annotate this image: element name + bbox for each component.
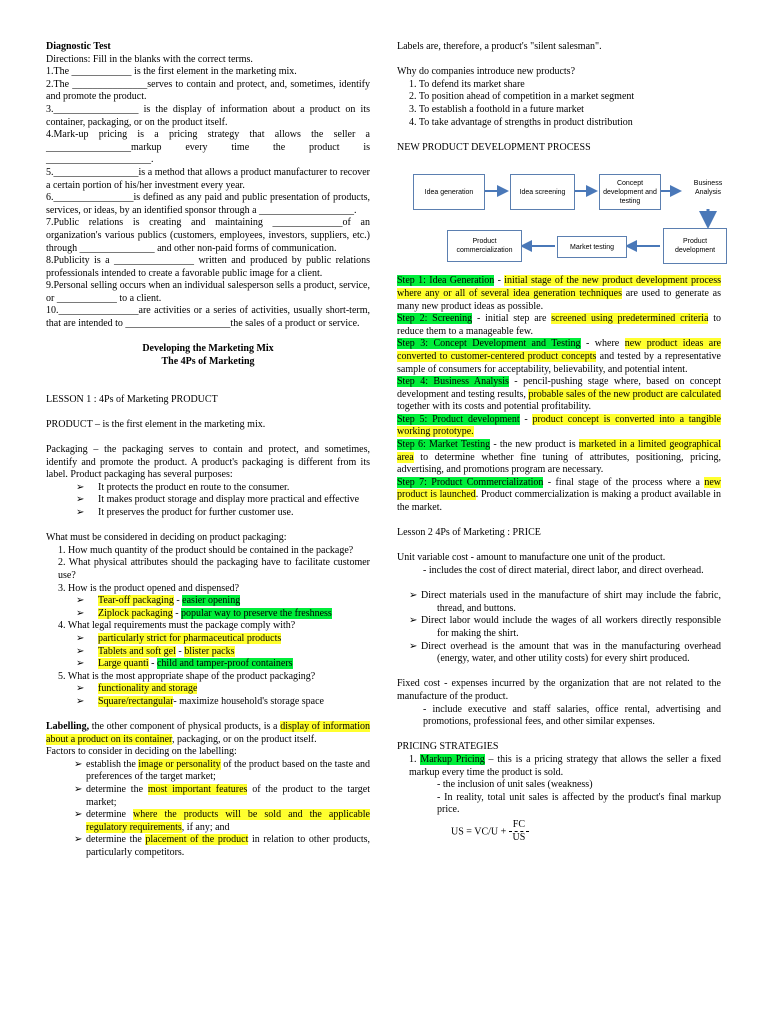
- labelling-paragraph: Labelling, the other component of physical products, is a display of information about a product on its container, packaging, or on the product itself.: [46, 721, 370, 745]
- pricing-strategy-1-note: - In reality, total unit sales is affected by the product's final markup price.: [437, 791, 721, 816]
- markup-formula: [397, 819, 721, 845]
- consider-5: 5. What is the most appropriate shape of the product packaging?: [58, 670, 316, 682]
- list-item: ➢ determine the most important features of the product to the target market;: [74, 784, 370, 808]
- step-box-concept-development: Concept development and testing: [599, 174, 661, 210]
- lesson-2-title: Lesson 2 4Ps of Marketing : PRICE: [397, 527, 541, 539]
- step-3: Step 3: Concept Development and Testing - where new product ideas are converted to customer-centered product concepts and tested by a representative sample of consumers for acceptability, believability, and potential intent.: [397, 338, 721, 375]
- lesson-1-title: LESSON 1 : 4Ps of Marketing PRODUCT: [46, 393, 218, 405]
- consider-3: 3. How is the product opened and dispensed?: [58, 582, 240, 594]
- npd-title: NEW PRODUCT DEVELOPMENT PROCESS: [397, 141, 591, 153]
- step-box-product-development: Product development: [663, 228, 727, 264]
- packaging-definition: Packaging – the packaging serves to contain and protect, and sometimes, identify and promote the product. A product's packaging is different from its label. Product packaging has several purposes:: [46, 444, 370, 481]
- why-item: 1. To defend its market share: [409, 78, 525, 90]
- formula-lhs: US = VC/U +: [451, 826, 509, 838]
- list-item: ➢ Direct materials used in the manufacture of shirt may include the fabric, thread, and buttons.: [409, 590, 721, 614]
- question-5: 5._________________is a method that allows a product manufacturer to recover a certain portion of his/her investment every year.: [46, 166, 370, 191]
- pricing-strategy-1: 1. Markup Pricing – this is a pricing strategy that allows the seller a fixed markup every time the product is sold.: [409, 753, 722, 778]
- why-item: 4. To take advantage of strengths in product distribution: [409, 116, 633, 128]
- step-box-idea-screening: Idea screening: [510, 174, 575, 210]
- diagnostic-title: Diagnostic Test: [46, 41, 111, 52]
- step-6: Step 6: Market Testing - the new product is marketed in a limited geographical area to determine whether fine tuning of attributes, positioning, pricing, advertising, and promotions program are necessary.: [397, 439, 721, 476]
- list-item: ➢ determine where the products will be sold and the applicable regulatory requirements, if any; and: [74, 809, 370, 833]
- section-subheading: The 4Ps of Marketing: [161, 355, 255, 367]
- step-5: Step 5: Product development - product concept is converted into a tangible working prototype.: [397, 413, 721, 438]
- factors-title: Factors to consider in deciding on the labelling:: [46, 746, 237, 758]
- why-item: 2. To position ahead of competition in a market segment: [409, 91, 635, 103]
- step-box-business-analysis: Business Analysis: [683, 169, 733, 207]
- step-box-product-commercialization: Product commercialization: [447, 230, 522, 262]
- step-4: Step 4: Business Analysis - pencil-pushing stage where, based on concept development and testing results, probable sales of the new product are calculated together with its costs and potential profitability.: [397, 376, 721, 413]
- formula-fraction: $\frac{FC}{US}$: [509, 819, 529, 845]
- npd-process-diagram: [397, 164, 737, 269]
- question-4: 4.Mark-up pricing is a pricing strategy that allows the seller a _________________markup every time the product is _____________________.: [46, 129, 370, 166]
- fixed-cost: Fixed cost - expenses incurred by the organization that are not related to the manufacture of the product.: [397, 678, 721, 702]
- list-item: ➢ Tear-off packaging - easier opening: [76, 595, 241, 607]
- unit-variable-cost-detail: - includes the cost of direct material, direct labor, and direct overhead.: [423, 565, 704, 576]
- right-column: [397, 41, 721, 845]
- question-1: 1.The ____________ is the first element in the marketing mix.: [46, 66, 297, 78]
- pricing-strategy-1-weakness: - the inclusion of unit sales (weakness): [437, 779, 593, 791]
- consider-1: 1. How much quantity of the product should be contained in the package?: [58, 544, 354, 556]
- why-item: 3. To establish a foothold in a future market: [409, 103, 584, 115]
- question-7: 7.Public relations is creating and maintaining ______________of an organization's various publics (customers, employees, investors, suppliers, etc.) through _______________ and other non-paid forms of communication.: [46, 217, 370, 254]
- list-item: ➢ Large quanti - child and tamper-proof containers: [76, 658, 293, 670]
- consider-2: 2. What physical attributes should the packaging have to facilitate customer use?: [58, 557, 370, 581]
- why-title: Why do companies introduce new products?: [397, 66, 576, 78]
- question-6: 6.________________is defined as any paid and public presentation of products, services, or ideas, by an identified sponsor through a ___________________.: [46, 192, 370, 216]
- directions: Directions: Fill in the blanks with the correct terms.: [46, 53, 253, 65]
- consider-4: 4. What legal requirements must the package comply with?: [58, 620, 296, 632]
- question-10: 10.________________are activities or a series of activities, usually short-term, that are intended to _____________________the sales of a product or service.: [46, 305, 370, 330]
- list-item: ➢ Direct labor would include the wages of all workers directly responsible for making the shirt.: [409, 615, 721, 639]
- list-item: ➢ determine the placement of the product in relation to other products, particularly competitors.: [74, 834, 370, 858]
- labels-silent-salesman: Labels are, therefore, a product's "silent salesman".: [397, 41, 602, 52]
- list-item: ➢ Tablets and soft gel - blister packs: [76, 645, 235, 657]
- step-2: Step 2: Screening - initial step are screened using predetermined criteria to reduce them to a manageable few.: [397, 313, 721, 337]
- list-item: ➢ It preserves the product for further customer use.: [76, 506, 294, 518]
- step-1: Step 1: Idea Generation - initial stage of the new product development process where any or all of several idea generation techniques are used to generate as many new product ideas as possible.: [397, 275, 721, 312]
- list-item: ➢ particularly strict for pharmaceutical products: [76, 632, 282, 644]
- question-8: 8.Publicity is a ________________ written and produced by public relations professionals intended to create a favorable public image for a client.: [46, 255, 370, 279]
- list-item: ➢ establish the image or personality of the product based on the taste and preferences of the target market;: [74, 758, 371, 783]
- fixed-cost-detail: - include executive and staff salaries, office rental, advertising and promotions, professional fees, and other similar expenses.: [423, 703, 721, 728]
- purposes-list: [46, 482, 370, 520]
- product-definition: PRODUCT – is the first element in the marketing mix.: [46, 418, 266, 430]
- list-item: ➢ Square/rectangular- maximize household's storage space: [76, 695, 324, 707]
- consider-title: What must be considered in deciding on product packaging:: [46, 532, 287, 544]
- left-column: [46, 41, 370, 860]
- question-2: 2.The _______________serves to contain and protect, and, sometimes, identify and promote the product.: [46, 78, 370, 103]
- step-box-idea-generation: Idea generation: [413, 174, 485, 210]
- list-item: ➢ Ziplock packaging - popular way to preserve the freshness: [76, 607, 332, 619]
- step-box-market-testing: Market testing: [557, 236, 627, 258]
- list-item: ➢ functionality and storage: [76, 683, 198, 695]
- list-item: ➢ It protects the product en route to the consumer.: [76, 481, 290, 493]
- list-item: ➢ Direct overhead is the amount that was in the manufacturing overhead (energy, water, and other utility costs) for every shirt produced.: [409, 640, 721, 665]
- section-heading: Developing the Marketing Mix: [142, 343, 274, 355]
- step-7: Step 7: Product Commercialization - final stage of the process where a new product is launched. Product commercialization is making a product available in the market.: [397, 476, 722, 514]
- pricing-strategies-title: PRICING STRATEGIES: [397, 741, 499, 753]
- question-9: 9.Personal selling occurs when an individual salesperson sells a product, service, or ____________ to a client.: [46, 280, 370, 304]
- list-item: ➢ It makes product storage and display more practical and effective: [76, 494, 360, 506]
- unit-variable-cost: Unit variable cost - amount to manufacture one unit of the product.: [397, 552, 666, 564]
- question-3: 3._________________ is the display of information about a product on its container, packaging, or on the product itself.: [46, 103, 370, 128]
